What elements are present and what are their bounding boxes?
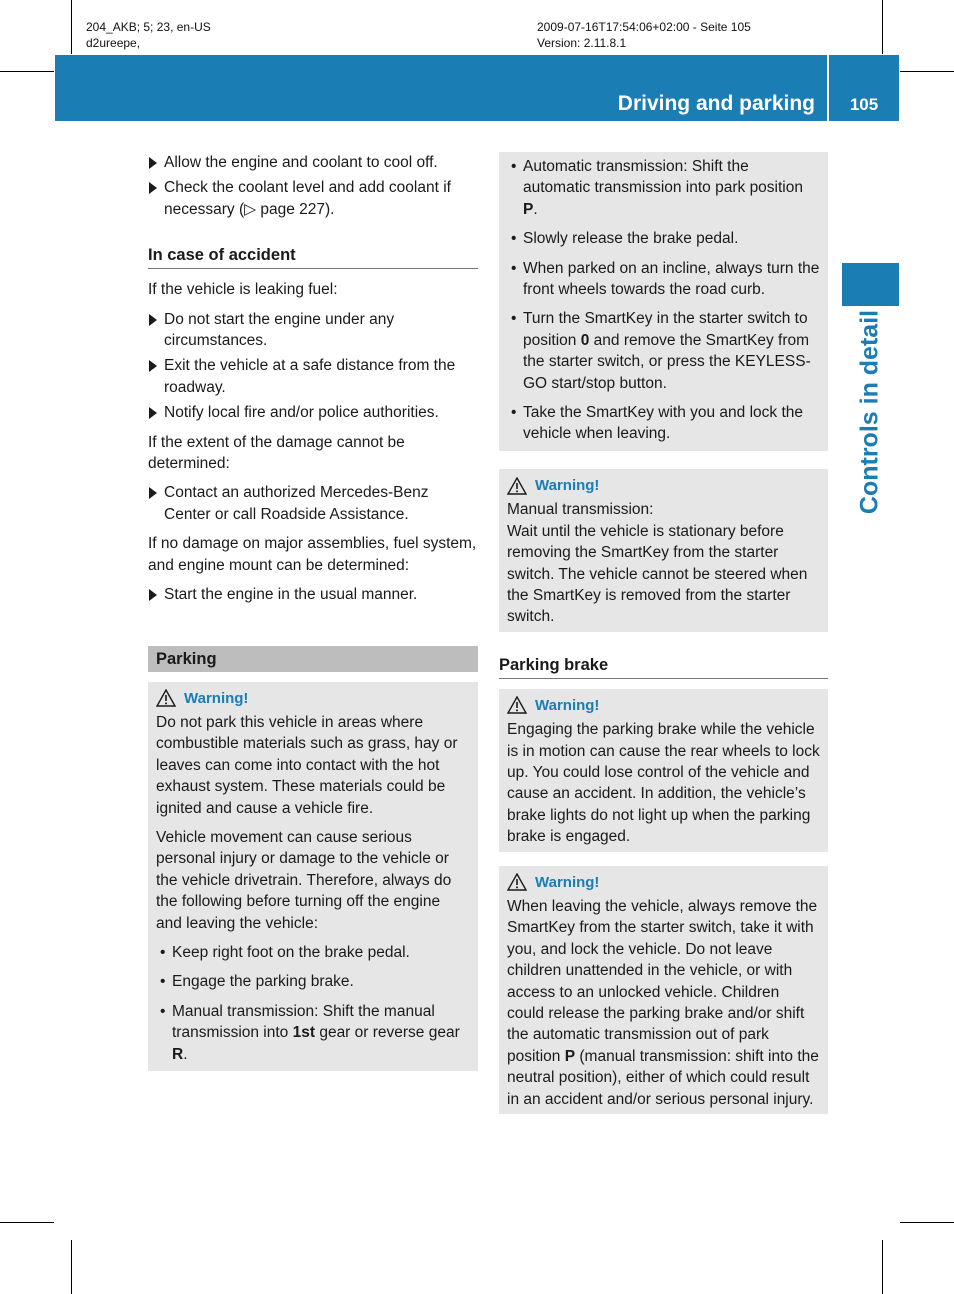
warning-box <box>499 469 828 632</box>
warning-label: Warning! <box>184 689 249 707</box>
warning-header <box>507 695 820 716</box>
warning-triangle-icon <box>507 477 527 495</box>
side-tab-marker <box>842 263 899 306</box>
text-run: . <box>533 200 538 218</box>
crop-mark <box>882 1240 883 1294</box>
warning-text: Wait until the vehicle is stationary before removing the SmartKey from the starter switch. The vehicle cannot be steered when the SmartKey is removed from the starter switch. <box>507 522 808 626</box>
instruction-step: Do not start the engine under any circumstances. <box>148 309 478 352</box>
instruction-step: Exit the vehicle at a safe distance from the roadway. <box>148 355 478 398</box>
bullet-item: • When parked on an incline, always turn the front wheels towards the road curb. <box>507 258 820 301</box>
bullet-item <box>156 1001 470 1065</box>
chapter-title: Driving and parking <box>617 92 815 115</box>
paragraph: If the vehicle is leaking fuel: <box>148 281 338 299</box>
bullet-item: • Keep right foot on the brake pedal. <box>156 942 470 963</box>
paragraph: If the extent of the damage cannot be determined: <box>148 433 405 473</box>
warning-box <box>499 689 828 852</box>
crop-mark <box>900 71 954 72</box>
left-column <box>148 152 478 1085</box>
instruction-step: Check the coolant level and add coolant if necessary (▷ page 227). <box>148 177 478 220</box>
warning-text <box>507 896 820 1110</box>
crop-mark <box>882 0 883 54</box>
text-run-bold: 1st <box>292 1024 316 1042</box>
info-box <box>499 152 828 451</box>
page-number: 105 <box>849 95 879 114</box>
print-meta-right <box>537 19 751 51</box>
text-run: (manual transmission: shift into the neutral position), either of which could result in an accident and/or serious personal injury. <box>507 1047 819 1108</box>
warning-header <box>156 688 470 709</box>
instruction-step: Contact an authorized Mercedes-Benz Center or call Roadside Assistance. <box>148 482 478 525</box>
bullet-item: • Take the SmartKey with you and lock the vehicle when leaving. <box>507 402 820 445</box>
text-run: When leaving the vehicle, always remove the SmartKey from the starter switch, take it with you, and lock the vehicle. Do not leave children unattended in the vehicle, or with access to an unlocked vehicle. Children could release the parking brake and/or shift the automatic transmission out of park position <box>507 897 818 1065</box>
crop-mark <box>0 1222 54 1223</box>
text-run-bold: 0 <box>580 331 590 349</box>
meta-line: Version: 2.11.8.1 <box>537 36 627 50</box>
warning-text: Vehicle movement can cause serious personal injury or damage to the vehicle or the vehicle drivetrain. Therefore, always do the following before turning off the engine and leaving the vehicle: <box>156 828 452 932</box>
warning-text: Manual transmission: <box>507 501 654 519</box>
side-tab-label: Controls in detail <box>855 309 884 515</box>
bullet-item <box>507 308 820 394</box>
warning-header <box>507 475 820 496</box>
bullet-item: • Slowly release the brake pedal. <box>507 228 820 249</box>
section-heading-parking-brake: Parking brake <box>499 654 828 679</box>
text-run-bold: R <box>172 1045 184 1063</box>
meta-line: 204_AKB; 5; 23, en-US <box>86 20 211 34</box>
text-run: . <box>183 1045 188 1063</box>
warning-box <box>499 866 828 1114</box>
warning-label: Warning! <box>535 476 600 494</box>
warning-triangle-icon <box>507 696 527 714</box>
meta-line: 2009-07-16T17:54:06+02:00 - Seite 105 <box>537 20 751 34</box>
warning-box <box>148 682 478 1072</box>
text-run: Manual transmission: Shift the manual transmission into <box>172 1002 435 1042</box>
warning-triangle-icon <box>156 689 176 707</box>
bullet-item: • Engage the parking brake. <box>156 971 470 992</box>
crop-mark <box>71 1240 72 1294</box>
bullet-item <box>507 156 820 220</box>
crop-mark <box>71 0 72 54</box>
text-run-bold: P <box>523 200 534 218</box>
text-run: Automatic transmission: Shift the automatic transmission into park position <box>523 158 803 197</box>
warning-triangle-icon <box>507 873 527 891</box>
header-bar <box>55 55 899 121</box>
section-heading-accident: In case of accident <box>148 244 478 269</box>
meta-line: d2ureepe, <box>86 36 141 50</box>
paragraph: If no damage on major assemblies, fuel system, and engine mount can be determined: <box>148 535 477 574</box>
instruction-step: Allow the engine and coolant to cool off. <box>148 152 478 173</box>
text-run-bold: P <box>564 1047 576 1065</box>
instruction-step: Notify local fire and/or police authorities. <box>148 402 478 423</box>
warning-label: Warning! <box>535 873 600 891</box>
print-meta-left <box>86 19 211 51</box>
text-run: Turn the SmartKey in the starter switch to position <box>523 310 808 349</box>
crop-mark <box>0 71 54 72</box>
crop-mark <box>900 1222 954 1223</box>
warning-text: Engaging the parking brake while the vehicle is in motion can cause the rear wheels to lock up. You could lose control of the vehicle and cause an accident. In addition, the vehicle’s brake lights do not light up when the parking brake is engaged. <box>507 721 820 846</box>
warning-text: Do not park this vehicle in areas where combustible materials such as grass, hay or leaves can come into contact with the hot exhaust system. These materials could be ignited and cause a vehicle fire. <box>156 713 458 817</box>
instruction-step: Start the engine in the usual manner. <box>148 584 478 605</box>
warning-label: Warning! <box>535 696 600 714</box>
text-run: and remove the SmartKey from the starter switch, or press the KEYLESS-GO start/stop button. <box>523 331 811 392</box>
section-heading-parking: Parking <box>148 646 478 672</box>
right-column <box>499 152 828 1128</box>
warning-header <box>507 872 820 893</box>
text-run: gear or reverse gear <box>315 1024 460 1042</box>
